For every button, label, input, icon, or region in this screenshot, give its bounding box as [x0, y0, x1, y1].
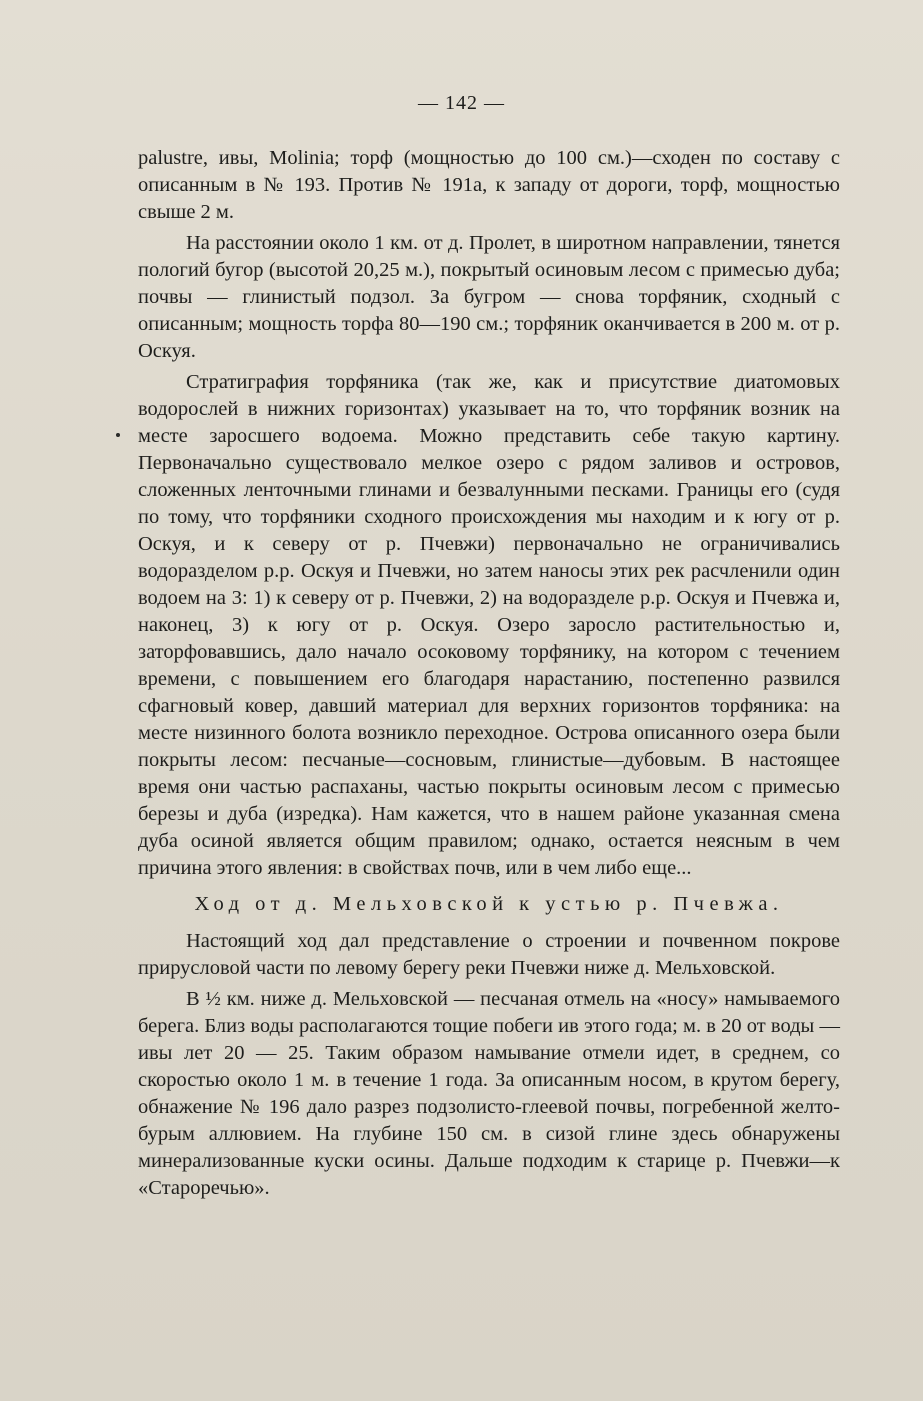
paragraph-5: В ½ км. ниже д. Мельховской — песчаная отмель на «носу» намываемого берега. Близ воды располагаются тощие побеги ив этого года; м. в 20 от воды — ивы лет 20 — 25. Таким образом намывание отмели идет, в среднем, со скоростью около 1 м. в течение 1 года. За описанным носом, в крутом берегу, обнажение № 196 дало разрез подзолисто-глеевой почвы, погребенной желто-бурым аллювием. На глубине 150 см. в сизой глине здесь обнаружены минерализованные куски осины. Дальше подходим к старице р. Пчевжи—к «Старoречью».: [138, 988, 840, 1199]
paragraph-4: Настоящий ход дал представление о строении и почвенном покрове прирусловой части по левому берегу реки Пчевжи ниже д. Мельховской.: [138, 930, 840, 979]
page-number: — 142 —: [418, 92, 505, 114]
paragraph-2: На расстоянии около 1 км. от д. Пролет, в широтном направлении, тянется пологий бугор (высотой 20,25 м.), покрытый осиновым лесом с примесью дуба; почвы — глинистый подзол. За бугром — снова торфяник, сходный с описанным; мощность торфа 80—190 см.; торфяник оканчивается в 200 м. от р. Оскуя.: [138, 232, 840, 362]
paragraph-3: Стратиграфия торфяника (так же, как и присутствие диатомовых водорослей в нижних горизонтах) указывает на то, что торфяник возник на месте заросшего водоема. Можно представить себе такую картину. Первоначально существовало мелкое озеро с рядом заливов и островов, сложенных ленточными глинами и безвалунными песками. Границы его (судя по тому, что торфяники сходного происхождения мы находим и к югу от р. Оскуя, и к северу от р. Пчевжи) первоначально не ограничивались водоразделом р.р. Оскуя и Пчевжи, но затем наносы этих рек расчленили один водоем на 3: 1) к северу от р. Пчевжи, 2) на водоразделе р.р. Оскуя и Пчевжа и, наконец, 3) к югу от р. Оскуя. Озеро заросло растительностью и, заторфовавшись, дало начало осоковому торфянику, на котором с течением времени, с повышением его благодаря нарастанию, постепенно развился сфагновый ковер, давший материал для верхних горизонтов торфяника: на месте низинного болота возникло переходное. Острова описанного озера были покрыты лесом: песчаные—сосновым, глинистые—дубовым. В настоящее время они частью распаханы, частью покрыты осиновым лесом с примесью березы и дуба (изредка). Нам кажется, что в нашем районе указанная смена дуба осиной является общим правилом; однако, остается неясным в чем причина этого явления: в свойствах почв, или в чем либо еще...: [138, 371, 840, 879]
paragraph-1: palustre, ивы, Molinia; торф (мощностью до 100 см.)—сходен по составу с описанным в № 193. Против № 191а, к западу от дороги, торф, мощностью свыше 2 м.: [138, 147, 840, 223]
body-text: [138, 145, 840, 1202]
margin-mark: [116, 433, 120, 437]
section-heading: Ход от д. Мельховской к устью р. Пчевжа.: [194, 893, 784, 915]
